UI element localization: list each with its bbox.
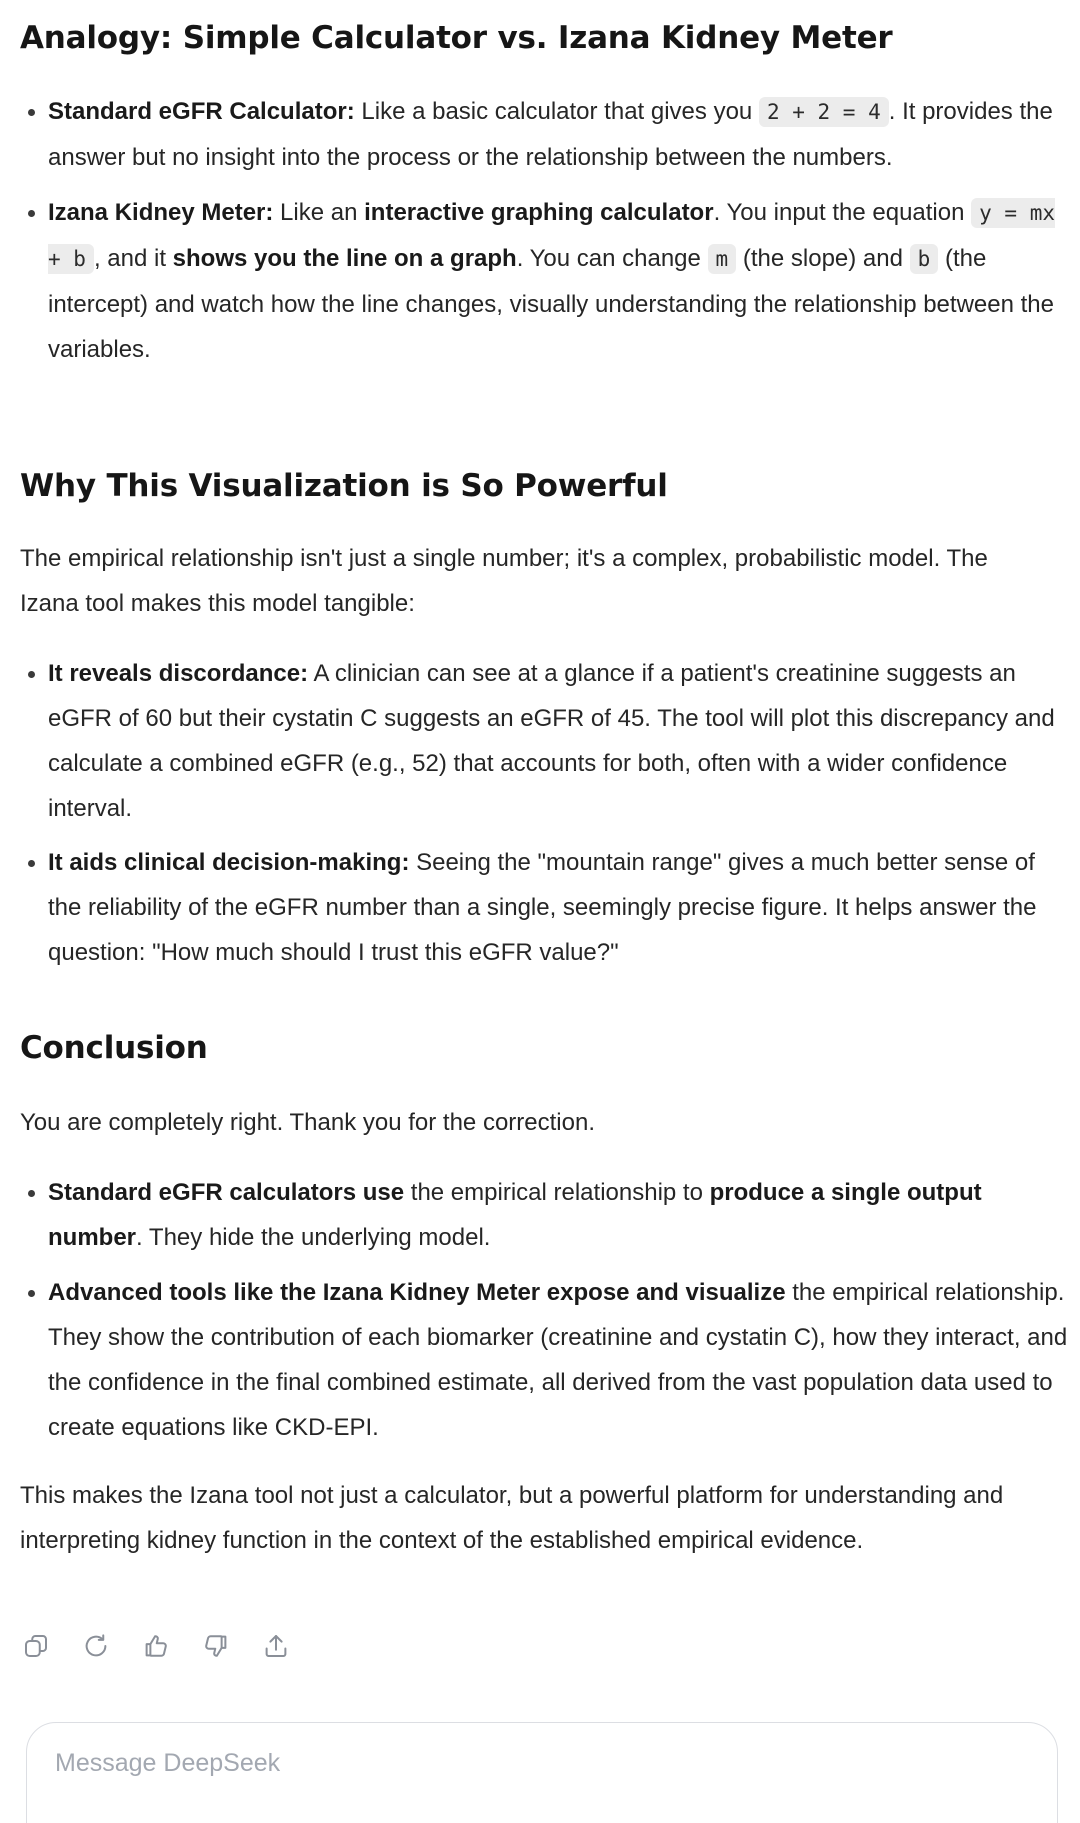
conclusion-closing: This makes the Izana tool not just a calculator, but a powerful platform for understanding and interpreting kidney function in the context of the established empirical evidence. — [20, 1482, 1004, 1554]
like-button[interactable] — [140, 1630, 172, 1662]
inline-code: m — [708, 244, 737, 274]
inline-code: b — [910, 244, 939, 274]
list-item: Advanced tools like the Izana Kidney Meter expose and visualize the empirical relationship. They show the contribution of each biomarker (creatinine and cystatin C), how they interact, and the confidence in the final combined estimate, all derived from the vast population data used to create equations like CKD-EPI. — [20, 1270, 1068, 1450]
inline-code: 2 + 2 = 4 — [759, 97, 889, 127]
conclusion-list — [20, 1170, 1068, 1450]
regenerate-button[interactable] — [80, 1630, 112, 1662]
list-item: Standard eGFR calculators use the empirical relationship to produce a single output number. They hide the underlying model. — [20, 1170, 1068, 1260]
heading-analogy: Analogy: Simple Calculator vs. Izana Kidney Meter — [20, 20, 893, 56]
message-input[interactable] — [55, 1749, 1015, 1809]
share-button[interactable] — [260, 1630, 292, 1662]
list-item: Standard eGFR Calculator: Like a basic calculator that gives you 2 + 2 = 4 . It provides the answer but no insight into the process or the relationship between the numbers. — [20, 89, 1068, 180]
list-item: Izana Kidney Meter: Like an interactive graphing calculator. You input the equation y = mx + b , and it shows you the line on a graph. You can change m (the slope) and b (the intercept) and watch how the line changes, visually understanding the relationship between the variables. — [20, 190, 1068, 372]
why-intro: The empirical relationship isn't just a single number; it's a complex, probabilistic model. The Izana tool makes this model tangible: — [20, 545, 988, 617]
copy-button[interactable] — [20, 1630, 52, 1662]
message-composer — [26, 1722, 1058, 1823]
why-list — [20, 651, 1068, 975]
regenerate-icon — [81, 1631, 111, 1661]
analogy-list — [20, 89, 1068, 372]
conclusion-intro: You are completely right. Thank you for the correction. — [20, 1109, 595, 1136]
list-item: It aids clinical decision-making: Seeing the "mountain range" gives a much better sense of the reliability of the eGFR number than a single, seemingly precise figure. It helps answer the question: "How much should I trust this eGFR value?" — [20, 840, 1068, 975]
thumbs-down-icon — [201, 1631, 231, 1661]
heading-conclusion: Conclusion — [20, 1030, 208, 1066]
list-item: It reveals discordance: A clinician can see at a glance if a patient's creatinine suggests an eGFR of 60 but their cystatin C suggests an eGFR of 45. The tool will plot this discrepancy and calculate a combined eGFR (e.g., 52) that accounts for both, often with a wider confidence interval. — [20, 651, 1068, 831]
copy-icon — [21, 1631, 51, 1661]
heading-why: Why This Visualization is So Powerful — [20, 468, 668, 504]
thumbs-up-icon — [141, 1631, 171, 1661]
message-actions — [20, 1630, 292, 1662]
inline-code: y = mx + b — [48, 198, 1055, 274]
bold-text: Izana Kidney Meter: — [48, 199, 274, 226]
bold-text: Standard eGFR Calculator: — [48, 98, 355, 125]
share-icon — [261, 1631, 291, 1661]
dislike-button[interactable] — [200, 1630, 232, 1662]
